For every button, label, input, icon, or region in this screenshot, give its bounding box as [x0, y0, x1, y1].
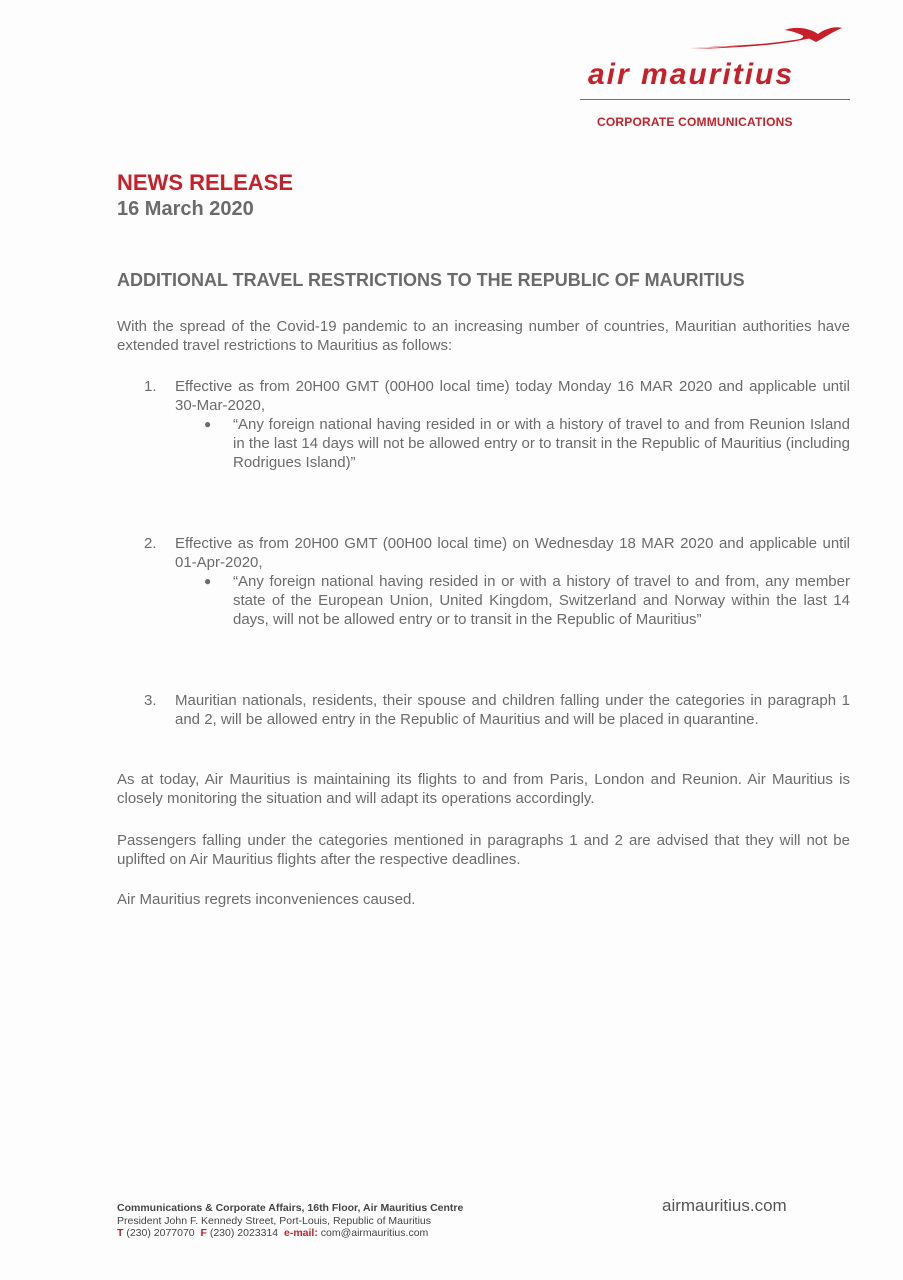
news-release-label: NEWS RELEASE	[117, 170, 294, 195]
footer-contact	[117, 1202, 463, 1240]
bullet-dot-icon: ●	[204, 574, 212, 588]
tel-number: (230) 2077070	[126, 1227, 195, 1239]
release-date: 16 March 2020	[117, 198, 254, 220]
department-label: CORPORATE COMMUNICATIONS	[597, 115, 793, 129]
list-item-text: Effective as from 20H00 GMT (00H00 local time) today Monday 16 MAR 2020 and applicable until 30-Mar-2020,	[175, 378, 850, 414]
fax-number: (230) 2023314	[209, 1227, 279, 1239]
fax-label: F	[200, 1227, 207, 1239]
paille-en-queue-bird-icon	[580, 20, 852, 60]
bullet-item	[204, 415, 850, 472]
list-item-text: Effective as from 20H00 GMT (00H00 local time) on Wednesday 18 MAR 2020 and applicable until 01-Apr-2020,	[175, 535, 850, 571]
list-item-1	[117, 377, 850, 472]
email-link[interactable]: com@airmauritius.com	[320, 1227, 429, 1239]
list-item-number: 3.	[144, 692, 157, 709]
list-item-3	[117, 691, 850, 729]
air-mauritius-logo	[580, 20, 852, 110]
release-headline: ADDITIONAL TRAVEL RESTRICTIONS TO THE REPUBLIC OF MAURITIUS	[117, 270, 745, 290]
header-divider	[580, 99, 850, 100]
bullet-item	[204, 572, 850, 629]
footer-address-line1: Communications & Corporate Affairs, 16th Floor, Air Mauritius Centre	[117, 1202, 464, 1214]
regret-paragraph: Air Mauritius regrets inconveniences caused.	[117, 891, 416, 908]
footer-address-line2: President John F. Kennedy Street, Port-Louis, Republic of Mauritius	[117, 1214, 431, 1227]
list-item-number: 1.	[144, 378, 157, 395]
list-item-2	[117, 534, 850, 629]
email-label: e-mail:	[284, 1227, 318, 1239]
tel-label: T	[117, 1227, 124, 1239]
list-item-text: Mauritian nationals, residents, their spouse and children falling under the categories in paragraph 1 and 2, will be allowed entry in the Republic of Mauritius and will be placed in quarantine.	[175, 692, 850, 728]
intro-paragraph: With the spread of the Covid-19 pandemic to an increasing number of countries, Mauritian authorities have extended travel restrictions to Mauritius as follows:	[117, 318, 850, 354]
bullet-text: “Any foreign national having resided in or with a history of travel to and from, any member state of the European Union, United Kingdom, Switzerland and Norway within the last 14 days, will not be allowed entry or to transit in the Republic of Mauritius”	[233, 573, 850, 628]
passengers-paragraph: Passengers falling under the categories mentioned in paragraphs 1 and 2 are advised that they will not be uplifted on Air Mauritius flights after the respective deadlines.	[117, 832, 850, 868]
logo-wordmark: air mauritius	[588, 58, 795, 91]
list-item-number: 2.	[144, 535, 157, 552]
flights-paragraph: As at today, Air Mauritius is maintaining its flights to and from Paris, London and Reunion. Air Mauritius is closely monitoring the situation and will adapt its operations accordingly.	[117, 771, 850, 807]
bullet-dot-icon: ●	[204, 417, 212, 431]
website-link[interactable]: airmauritius.com	[662, 1196, 787, 1215]
bullet-text: “Any foreign national having resided in or with a history of travel to and from Reunion Island in the last 14 days will not be allowed entry or to transit in the Republic of Mauritius (including Rodrigues Island)”	[233, 416, 850, 471]
